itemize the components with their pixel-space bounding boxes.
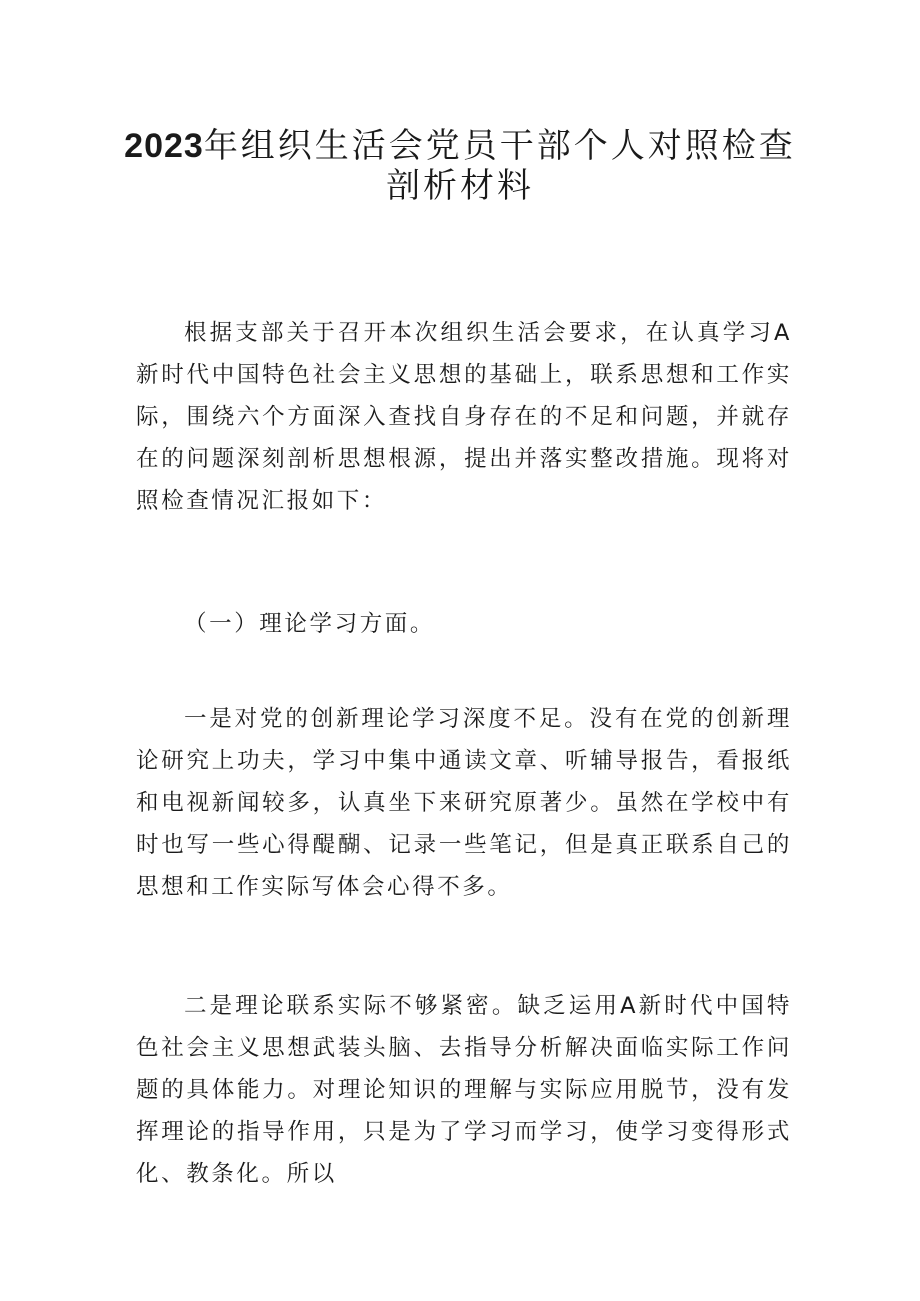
title-line-1-text: 年组织生活会党员干部个人对照检查: [203, 126, 796, 166]
intro-paragraph: 根据支部关于召开本次组织生活会要求，在认真学习A新时代中国特色社会主义思想的基础上，联系思想和工作实际，围绕六个方面深入查找自身存在的不足和问题，并就存在的问题深刻剖析思想根源，提出并落实整改措施。现将对照检查情况汇报如下：: [136, 320, 792, 514]
body-paragraph-2: 二是理论联系实际不够紧密。缺乏运用A新时代中国特色社会主义思想武装头脑、去指导分析解决面临实际工作问题的具体能力。对理论知识的理解与实际应用脱节，没有发挥理论的指导作用，只是为了学习而学习，使学习变得形式化、教条化。所以: [136, 993, 792, 1187]
document-title-line-2: 剖析材料: [386, 166, 534, 206]
section-heading: （一）理论学习方面。: [184, 611, 436, 637]
title-year: 2023: [124, 127, 204, 165]
body-paragraph-1: 一是对党的创新理论学习深度不足。没有在党的创新理论研究上功夫，学习中集中通读文章、听辅导报告，看报纸和电视新闻较多，认真坐下来研究原著少。虽然在学校中有时也写一些心得醍醐、记录一些笔记，但是真正联系自己的思想和工作实际写体会心得不多。: [136, 706, 792, 900]
